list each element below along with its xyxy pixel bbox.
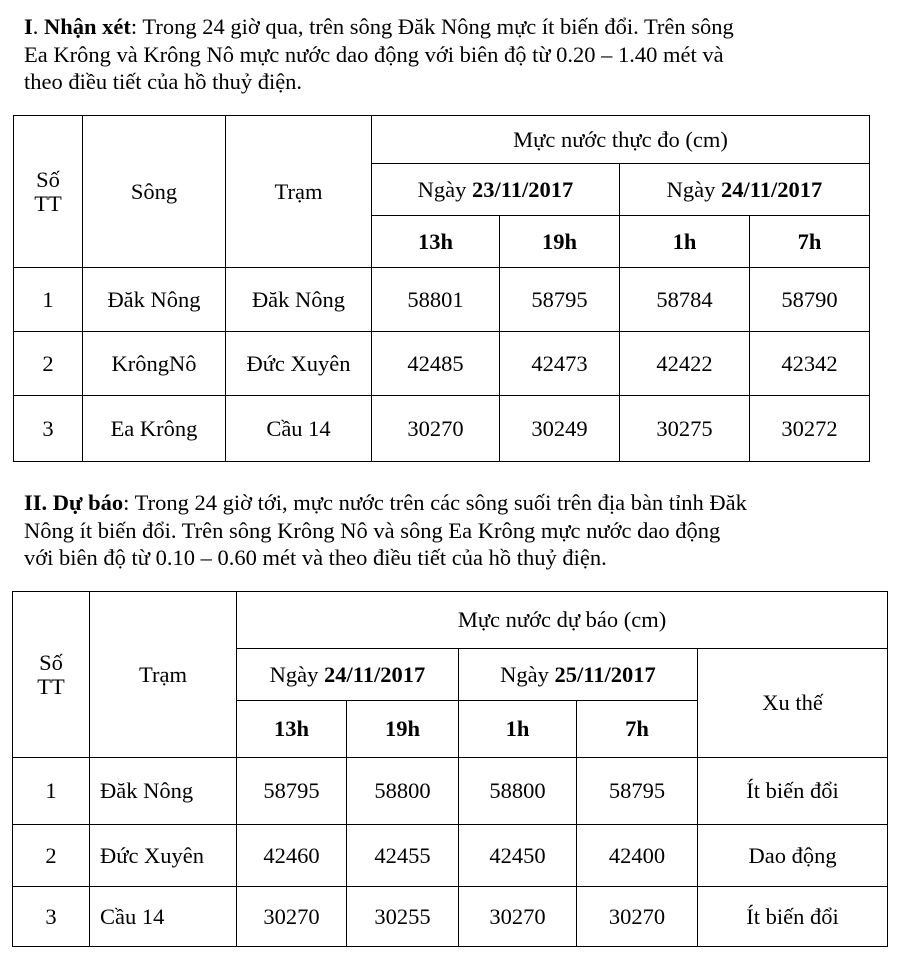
header-day1: Ngày 24/11/2017 xyxy=(237,649,459,701)
table-row xyxy=(14,268,870,332)
cell-station: Đăk Nông xyxy=(90,758,237,825)
cell-stt: 1 xyxy=(14,268,83,332)
header-day2: Ngày 25/11/2017 xyxy=(459,649,698,701)
header-river: Sông xyxy=(83,116,226,268)
cell-value: 58800 xyxy=(459,758,577,825)
cell-station: Đức Xuyên xyxy=(226,332,372,396)
forecast-water-level-table xyxy=(12,591,888,947)
cell-river: Đăk Nông xyxy=(83,268,226,332)
cell-value: 42455 xyxy=(347,825,459,887)
cell-station: Đức Xuyên xyxy=(90,825,237,887)
header-stt: Số TT xyxy=(13,592,90,758)
cell-trend: Dao động xyxy=(698,825,888,887)
forecast-text-line3: với biên độ từ 0.10 – 0.60 mét và theo điều tiết của hồ thuỷ điện. xyxy=(24,545,607,570)
header-hour: 13h xyxy=(372,216,500,268)
cell-value: 30249 xyxy=(500,396,620,462)
forecast-heading-word: Dự báo xyxy=(52,490,124,515)
cell-value: 30255 xyxy=(347,887,459,947)
observation-heading-roman: I xyxy=(24,14,33,39)
cell-station: Cầu 14 xyxy=(226,396,372,462)
header-day2: Ngày 24/11/2017 xyxy=(620,164,870,216)
table-row xyxy=(13,758,888,825)
cell-river: KrôngNô xyxy=(83,332,226,396)
cell-trend: Ít biến đổi xyxy=(698,887,888,947)
header-hour: 7h xyxy=(577,701,698,758)
cell-stt: 3 xyxy=(14,396,83,462)
header-hour: 1h xyxy=(459,701,577,758)
cell-value: 58801 xyxy=(372,268,500,332)
header-hour: 19h xyxy=(500,216,620,268)
header-forecast-level: Mực nước dự báo (cm) xyxy=(237,592,888,649)
cell-value: 58795 xyxy=(237,758,347,825)
header-stt: Số TT xyxy=(14,116,83,268)
table-row xyxy=(13,887,888,947)
cell-stt: 1 xyxy=(13,758,90,825)
observation-text-line2: Ea Krông và Krông Nô mực nước dao động với biên độ từ 0.20 – 1.40 mét và xyxy=(24,41,724,67)
cell-value: 42400 xyxy=(577,825,698,887)
cell-value: 30270 xyxy=(577,887,698,947)
table-row xyxy=(14,332,870,396)
cell-value: 42342 xyxy=(750,332,870,396)
cell-station: Đăk Nông xyxy=(226,268,372,332)
header-station: Trạm xyxy=(90,592,237,758)
forecast-heading-roman: II. xyxy=(24,490,48,515)
header-hour: 19h xyxy=(347,701,459,758)
cell-value: 30270 xyxy=(372,396,500,462)
header-station: Trạm xyxy=(226,116,372,268)
cell-value: 30272 xyxy=(750,396,870,462)
cell-value: 58795 xyxy=(577,758,698,825)
cell-value: 42473 xyxy=(500,332,620,396)
cell-value: 58800 xyxy=(347,758,459,825)
header-hour: 13h xyxy=(237,701,347,758)
cell-value: 30270 xyxy=(459,887,577,947)
cell-value: 42460 xyxy=(237,825,347,887)
cell-stt: 3 xyxy=(13,887,90,947)
header-measured-level: Mực nước thực đo (cm) xyxy=(372,116,870,164)
cell-stt: 2 xyxy=(14,332,83,396)
cell-station: Cầu 14 xyxy=(90,887,237,947)
cell-stt: 2 xyxy=(13,825,90,887)
cell-value: 42450 xyxy=(459,825,577,887)
header-trend: Xu thế xyxy=(698,649,888,758)
observation-paragraph: I. Nhận xét: Trong 24 giờ qua, trên sông Đăk Nông mực ít biến đổi. Trên sông Ea Krông và Krông Nô mực nước dao động với biên độ từ 0.20 – 1.40 mét và theo điều tiết của hồ thuỷ điện. xyxy=(24,14,734,94)
cell-value: 58795 xyxy=(500,268,620,332)
observation-heading-word: Nhận xét xyxy=(44,14,131,39)
observation-text-line3: theo điều tiết của hồ thuỷ điện. xyxy=(24,69,303,94)
forecast-text-line2: Nông ít biến đổi. Trên sông Krông Nô và sông Ea Krông mực nước dao động xyxy=(24,517,721,543)
cell-trend: Ít biến đổi xyxy=(698,758,888,825)
forecast-paragraph: II. Dự báo: Trong 24 giờ tới, mực nước trên các sông suối trên địa bàn tỉnh Đăk Nông ít biến đổi. Trên sông Krông Nô và sông Ea Krông mực nước dao động với biên độ từ 0.10 – 0.60 mét và theo điều tiết của hồ thuỷ điện. xyxy=(24,490,747,570)
cell-value: 58784 xyxy=(620,268,750,332)
observation-text-line1: Trong 24 giờ qua, trên sông Đăk Nông mực ít biến đổi. Trên sông xyxy=(142,14,734,39)
table-row xyxy=(13,825,888,887)
header-day1: Ngày 23/11/2017 xyxy=(372,164,620,216)
table-row xyxy=(14,396,870,462)
measured-water-level-table xyxy=(13,115,870,462)
cell-value: 42422 xyxy=(620,332,750,396)
cell-value: 42485 xyxy=(372,332,500,396)
header-hour: 1h xyxy=(620,216,750,268)
cell-value: 58790 xyxy=(750,268,870,332)
forecast-text-line1: Trong 24 giờ tới, mực nước trên các sông suối trên địa bàn tỉnh Đăk xyxy=(134,490,747,515)
cell-value: 30275 xyxy=(620,396,750,462)
header-hour: 7h xyxy=(750,216,870,268)
cell-river: Ea Krông xyxy=(83,396,226,462)
cell-value: 30270 xyxy=(237,887,347,947)
